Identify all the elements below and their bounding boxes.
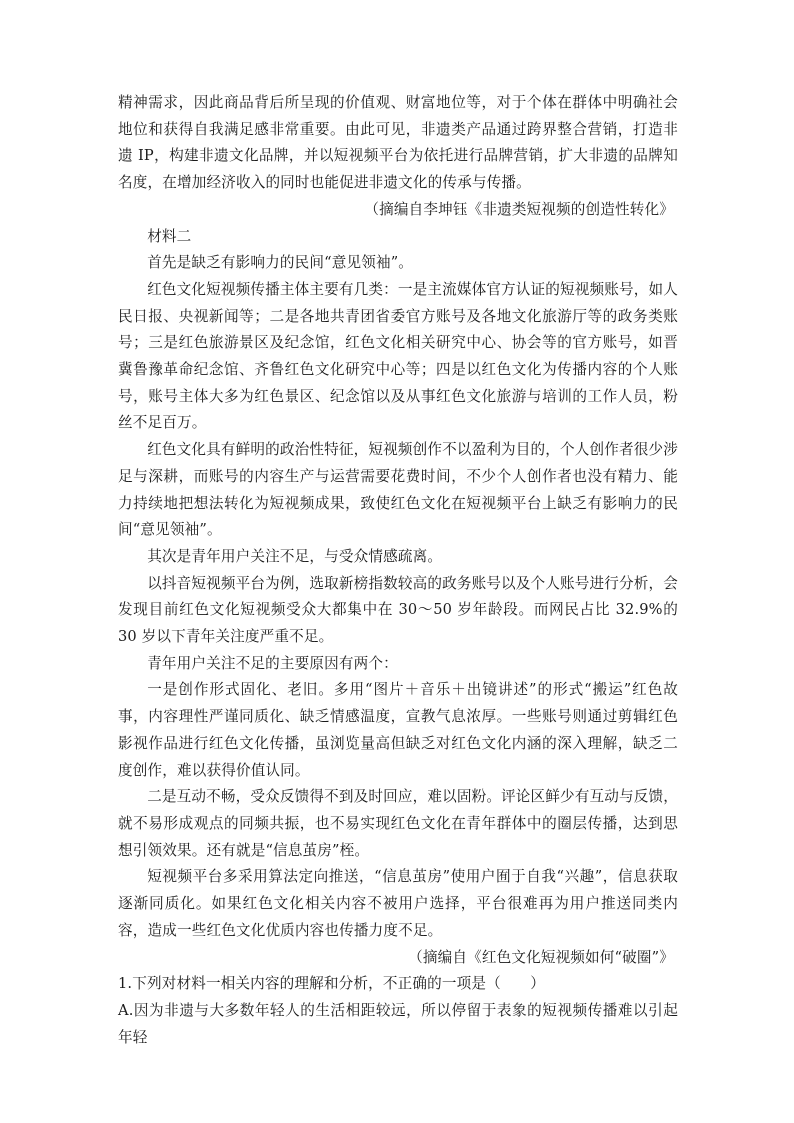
paragraph-douyin-analysis: 以抖音短视频平台为例，选取新榜指数较高的政务账号以及个人账号进行分析，会发现目前红色文化短视频受众大都集中在 30～50 岁年龄段。而网民占比 32.9%的 30 岁以下青年关注度严重不足。 (118, 574, 678, 646)
source-citation-one: （摘编自李坤钰《非遗类短视频的创造性转化》 (364, 200, 674, 218)
paragraph-two-reasons: 青年用户关注不足的主要原因有两个： (147, 654, 398, 672)
point-one-heading: 首先是缺乏有影响力的民间“意见领袖”。 (147, 254, 414, 272)
question-one-stem: 1.下列对材料一相关内容的理解和分析，不正确的一项是（ ） (118, 975, 546, 993)
document-page (118, 90, 678, 1051)
paragraph-algorithm-push: 短视频平台多采用算法定向推送，“信息茧房”使用户囿于自我“兴趣”，信息获取逐渐同质化。如果红色文化相关内容不被用户选择，平台很难再为用户推送同类内容，造成一些红色文化优质内容也传播力度不足。 (118, 868, 678, 939)
paragraph-political-feature: 红色文化具有鲜明的政治性特征，短视频创作不以盈利为目的，个人创作者很少涉足与深耕，而账号的内容生产与运营需要花费时间，不少个人创作者也没有精力、能力持续地把想法转化为短视频成果，致使红色文化在短视频平台上缺乏有影响力的民间“意见领袖”。 (118, 441, 678, 539)
question-one-option-a: A.因为非遗与大多数年轻人的生活相距较远，所以停留于表象的短视频传播难以引起年轻 (118, 1001, 678, 1046)
point-two-heading: 其次是青年用户关注不足，与受众情感疏离。 (147, 547, 443, 565)
material-two-heading: 材料二 (147, 227, 192, 245)
paragraph-reason-one: 一是创作形式固化、老旧。多用“图片＋音乐＋出镜讲述”的形式“搬运”红色故事，内容理性严谨同质化、缺乏情感温度，宣教气息浓厚。一些账号则通过剪辑红色影视作品进行红色文化传播，虽浏览量高但缺乏对红色文化内涵的深入理解，缺乏二度创作，难以获得价值认同。 (118, 681, 678, 779)
source-citation-two: （摘编自《红色文化短视频如何“破圈”》 (408, 948, 674, 966)
paragraph-account-types: 红色文化短视频传播主体主要有几类：一是主流媒体官方认证的短视频账号，如人民日报、央视新闻等；二是各地共青团省委官方账号及各地文化旅游厅等的政务类账号；三是红色旅游景区及纪念馆，红色文化相关研究中心、协会等的官方账号，如晋冀鲁豫革命纪念馆、齐鲁红色文化研究中心等；四是以红色文化为传播内容的个人账号，账号主体大多为红色景区、纪念馆以及从事红色文化旅游与培训的工作人员，粉丝不足百万。 (118, 280, 678, 432)
paragraph-material-one-ending: 精神需求，因此商品背后所呈现的价值观、财富地位等，对于个体在群体中明确社会地位和获得自我满足感非常重要。由此可见，非遗类产品通过跨界整合营销，打造非遗 IP，构建非遗文化品牌，并以短视频平台为依托进行品牌营销，扩大非遗的品牌知名度，在增加经济收入的同时也能促进非遗文化的传承与传播。 (118, 94, 678, 192)
paragraph-reason-two: 二是互动不畅，受众反馈得不到及时回应，难以固粉。评论区鲜少有互动与反馈，就不易形成观点的同频共振，也不易实现红色文化在青年群体中的圈层传播，达到思想引领效果。还有就是“信息茧房”桎。 (118, 788, 678, 859)
